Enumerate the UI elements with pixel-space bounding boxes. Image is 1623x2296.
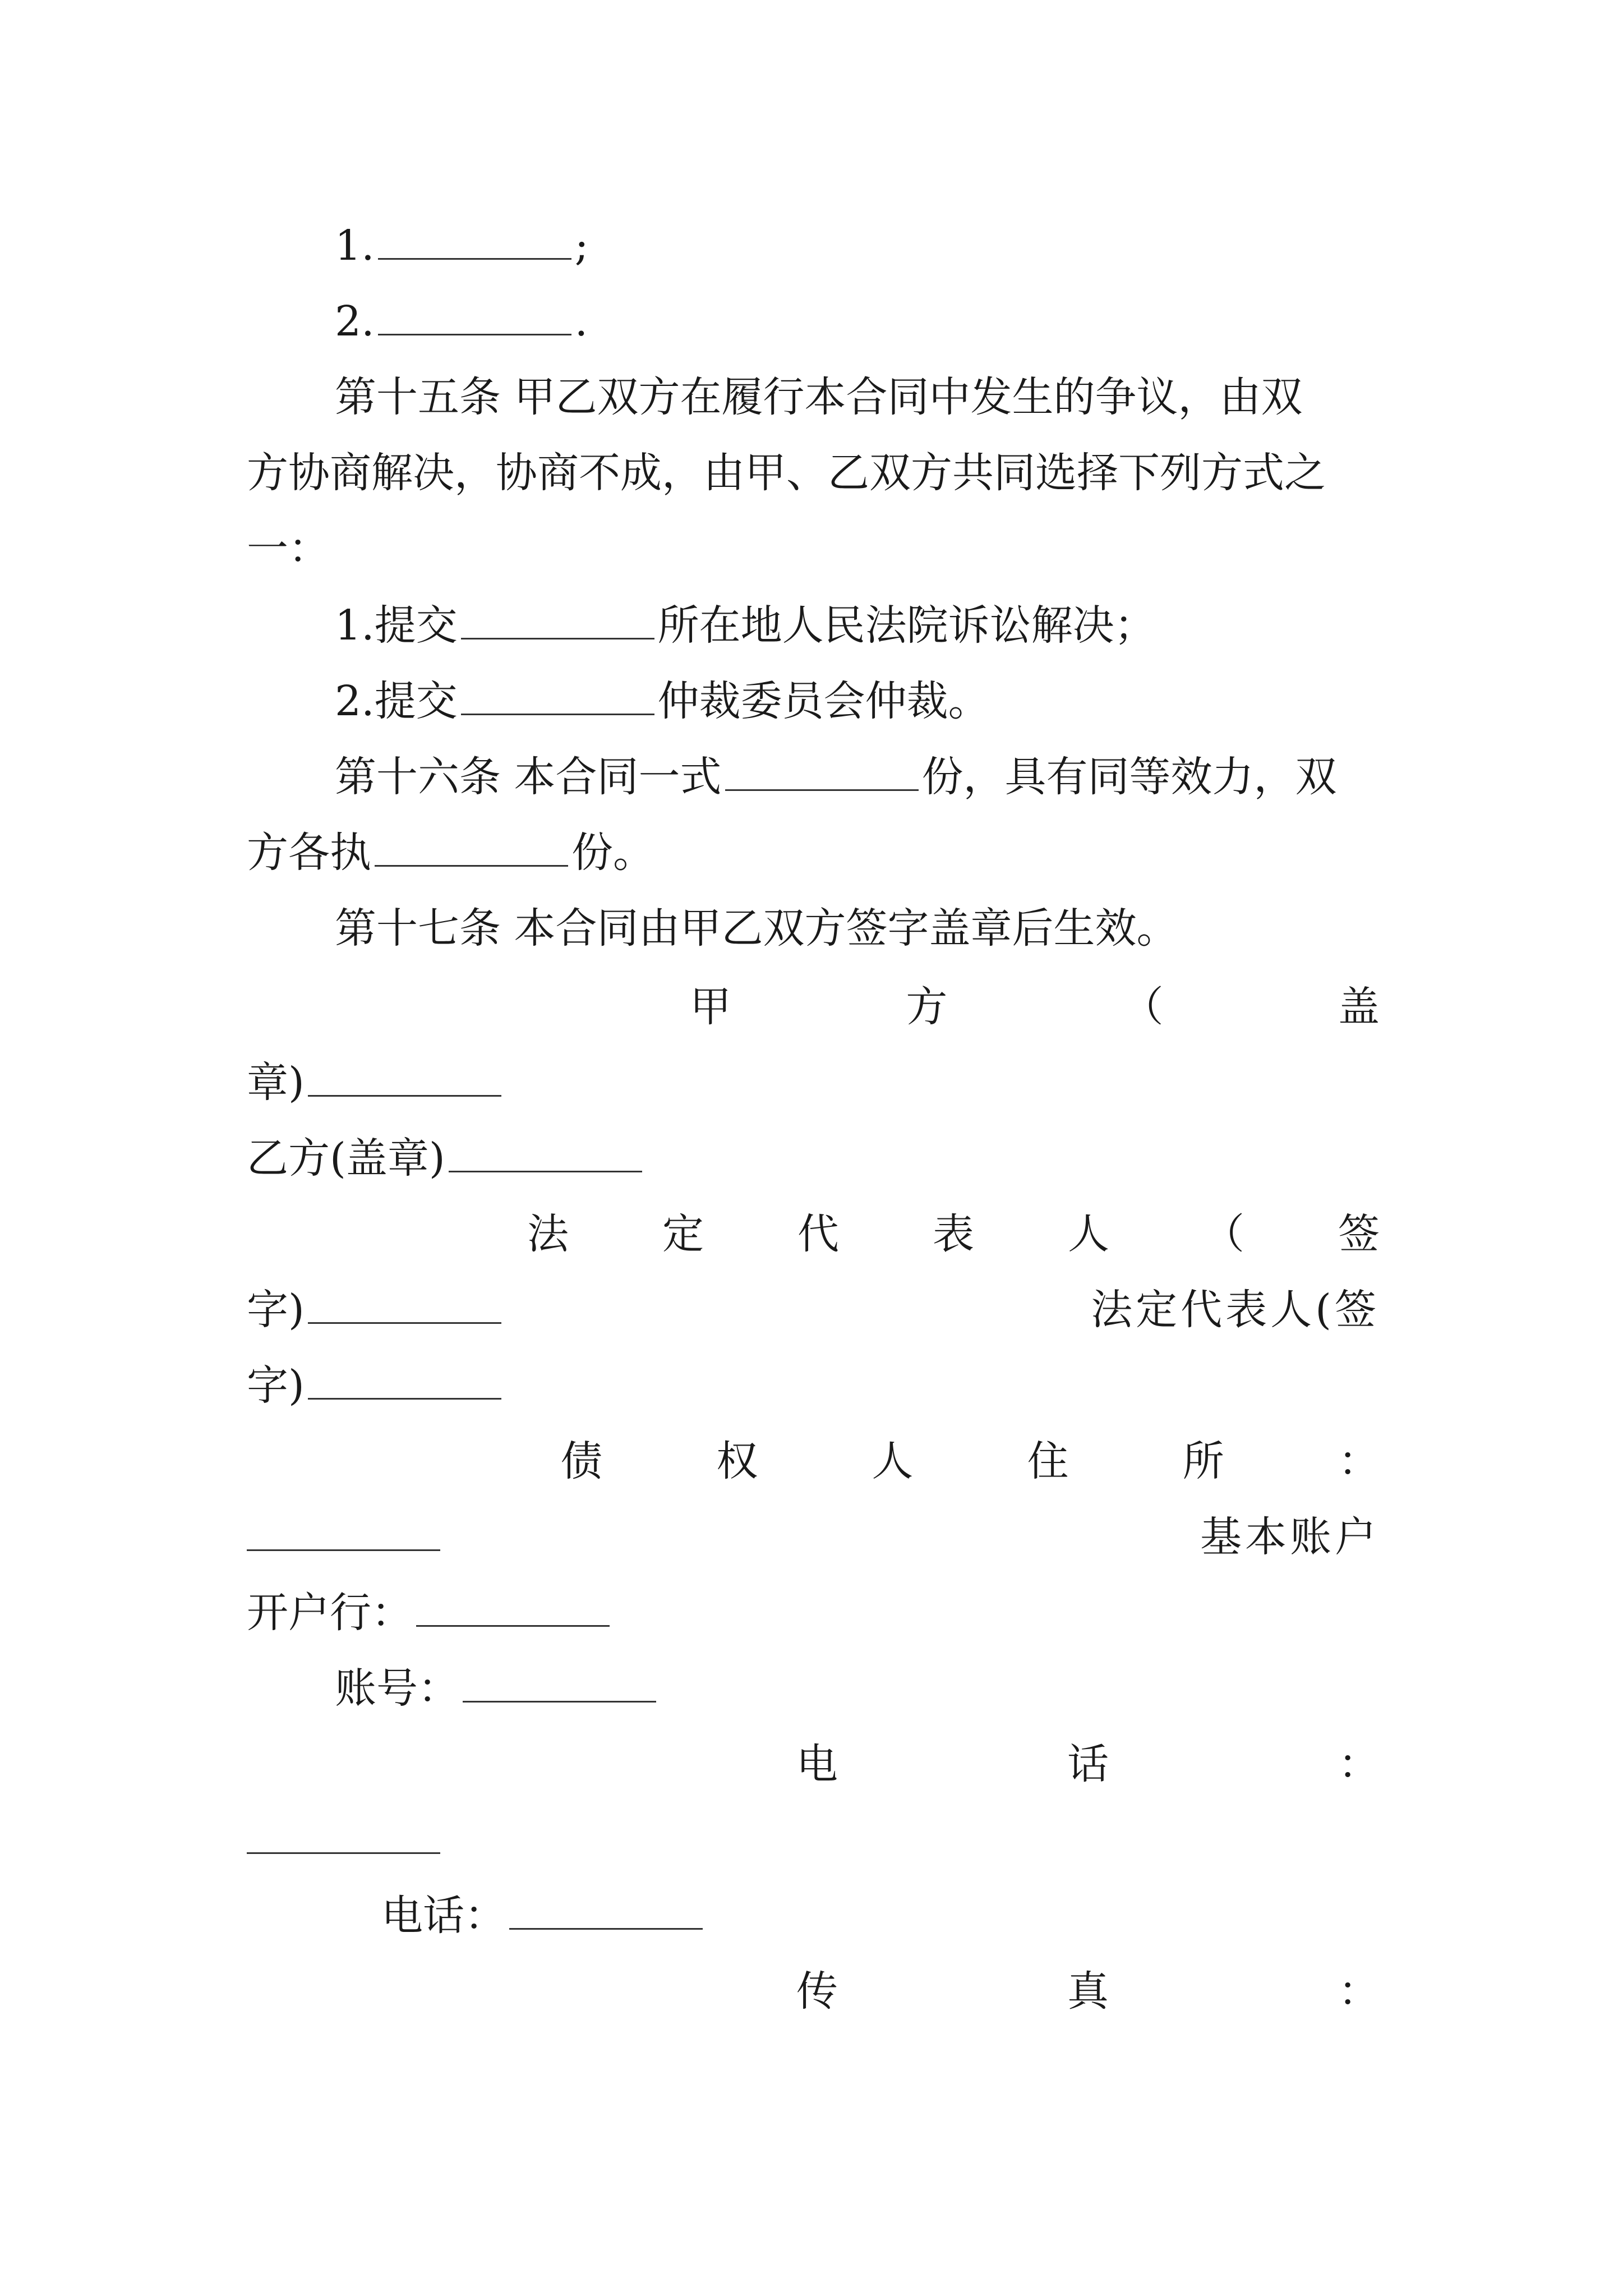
option-2-suffix: 仲裁委员会仲裁。 [657, 677, 990, 725]
blank-field[interactable] [449, 1135, 642, 1172]
legal-rep-char: 代 [797, 1210, 839, 1258]
blank-field[interactable] [247, 1513, 440, 1551]
article-15-line-1: 第十五条 甲乙双方在履行本合同中发生的争议，由双 [335, 373, 1303, 421]
item-1-end: ; [574, 222, 589, 270]
phone-char: 话 [1067, 1740, 1109, 1788]
article-16-line2-prefix: 方各执 [247, 829, 371, 877]
party-a-tail-text: 章) [247, 1059, 305, 1107]
phone-field-a [247, 1806, 1380, 1874]
legal-rep-char: 定 [662, 1210, 704, 1258]
creditor-char: 人 [872, 1437, 914, 1485]
phone-line-b [247, 1882, 1380, 1949]
creditor-char: ： [1338, 1437, 1380, 1485]
blank-field[interactable] [308, 1362, 501, 1400]
option-1-suffix: 所在地人民法院诉讼解决； [657, 601, 1156, 650]
article-16-prefix: 第十六条 本合同一式 [335, 753, 722, 801]
legal-rep-b-label: 法定代表人(签 [1091, 1286, 1380, 1334]
item-2 [247, 288, 1380, 355]
item-2-number: 2. [335, 297, 375, 346]
article-16-middle: 份，具有同等效力，双 [921, 753, 1337, 801]
blank-field[interactable] [725, 753, 919, 791]
creditor-char: 权 [716, 1437, 758, 1485]
account-label: 账号： [335, 1664, 459, 1713]
legal-rep-b-tail [247, 1352, 1380, 1419]
blank-field[interactable] [308, 1059, 501, 1097]
article-15-line-2: 方协商解决，协商不成，由甲、乙双方共同选择下列方式之 [247, 449, 1326, 497]
party-a-char: （ [1122, 983, 1164, 1031]
item-2-end: . [574, 297, 588, 346]
account-line [247, 1655, 1380, 1722]
article-15-line-3: 一： [247, 524, 330, 573]
phone-char: ： [1338, 1740, 1380, 1788]
bank-line [247, 1579, 1380, 1646]
article-17: 第十七条 本合同由甲乙双方签字盖章后生效。 [335, 904, 1178, 953]
item-1 [247, 212, 1380, 279]
party-a-seal-tail [247, 1049, 1380, 1116]
legal-rep-char: 法 [527, 1210, 569, 1258]
legal-rep-a-label [527, 1200, 1380, 1268]
bank-label: 开户行： [247, 1589, 413, 1637]
article-16-line-1 [247, 743, 1380, 811]
article-16-line-2 [247, 819, 1380, 886]
blank-field[interactable] [463, 1665, 656, 1703]
creditor-char: 住 [1027, 1437, 1069, 1485]
party-b-seal [247, 1125, 1380, 1192]
legal-rep-char: 表 [933, 1210, 974, 1258]
legal-rep-char: （ [1203, 1210, 1244, 1258]
blank-field[interactable] [247, 1816, 440, 1854]
blank-field[interactable] [461, 678, 654, 715]
blank-field[interactable] [461, 602, 654, 639]
blank-field[interactable] [375, 829, 568, 867]
party-b-label: 乙方(盖章) [247, 1134, 445, 1182]
fax-char: 传 [796, 1967, 838, 2016]
creditor-address-label [561, 1428, 1380, 1495]
creditor-char: 所 [1182, 1437, 1224, 1485]
creditor-char: 债 [561, 1437, 602, 1485]
phone-label-a [796, 1731, 1380, 1798]
party-a-char: 甲 [690, 983, 731, 1031]
legal-rep-char: 签 [1338, 1210, 1380, 1258]
phone-label-b: 电话： [381, 1892, 506, 1940]
fax-label [796, 1958, 1380, 2025]
option-1-prefix: 1.提交 [335, 601, 458, 650]
phone-char: 电 [796, 1740, 838, 1788]
legal-rep-a-tail-text: 字) [247, 1286, 305, 1334]
party-a-seal-label [690, 973, 1380, 1041]
blank-field[interactable] [378, 298, 571, 335]
legal-rep-char: 人 [1068, 1210, 1109, 1258]
article-15-option-2 [247, 668, 1380, 735]
blank-field[interactable] [378, 222, 571, 260]
party-a-char: 方 [906, 983, 948, 1031]
legal-rep-b-tail-text: 字) [247, 1361, 305, 1410]
item-1-number: 1. [335, 222, 375, 270]
option-2-prefix: 2.提交 [335, 677, 458, 725]
fax-char: ： [1338, 1967, 1380, 2016]
blank-field[interactable] [416, 1589, 610, 1627]
article-15-option-1 [247, 592, 1380, 659]
basic-account-label: 基本账户 [1200, 1513, 1380, 1561]
fax-char: 真 [1067, 1967, 1109, 2016]
blank-field[interactable] [509, 1892, 703, 1930]
blank-field[interactable] [308, 1286, 501, 1324]
party-a-char: 盖 [1338, 983, 1380, 1031]
article-16-line2-suffix: 份。 [571, 829, 654, 877]
